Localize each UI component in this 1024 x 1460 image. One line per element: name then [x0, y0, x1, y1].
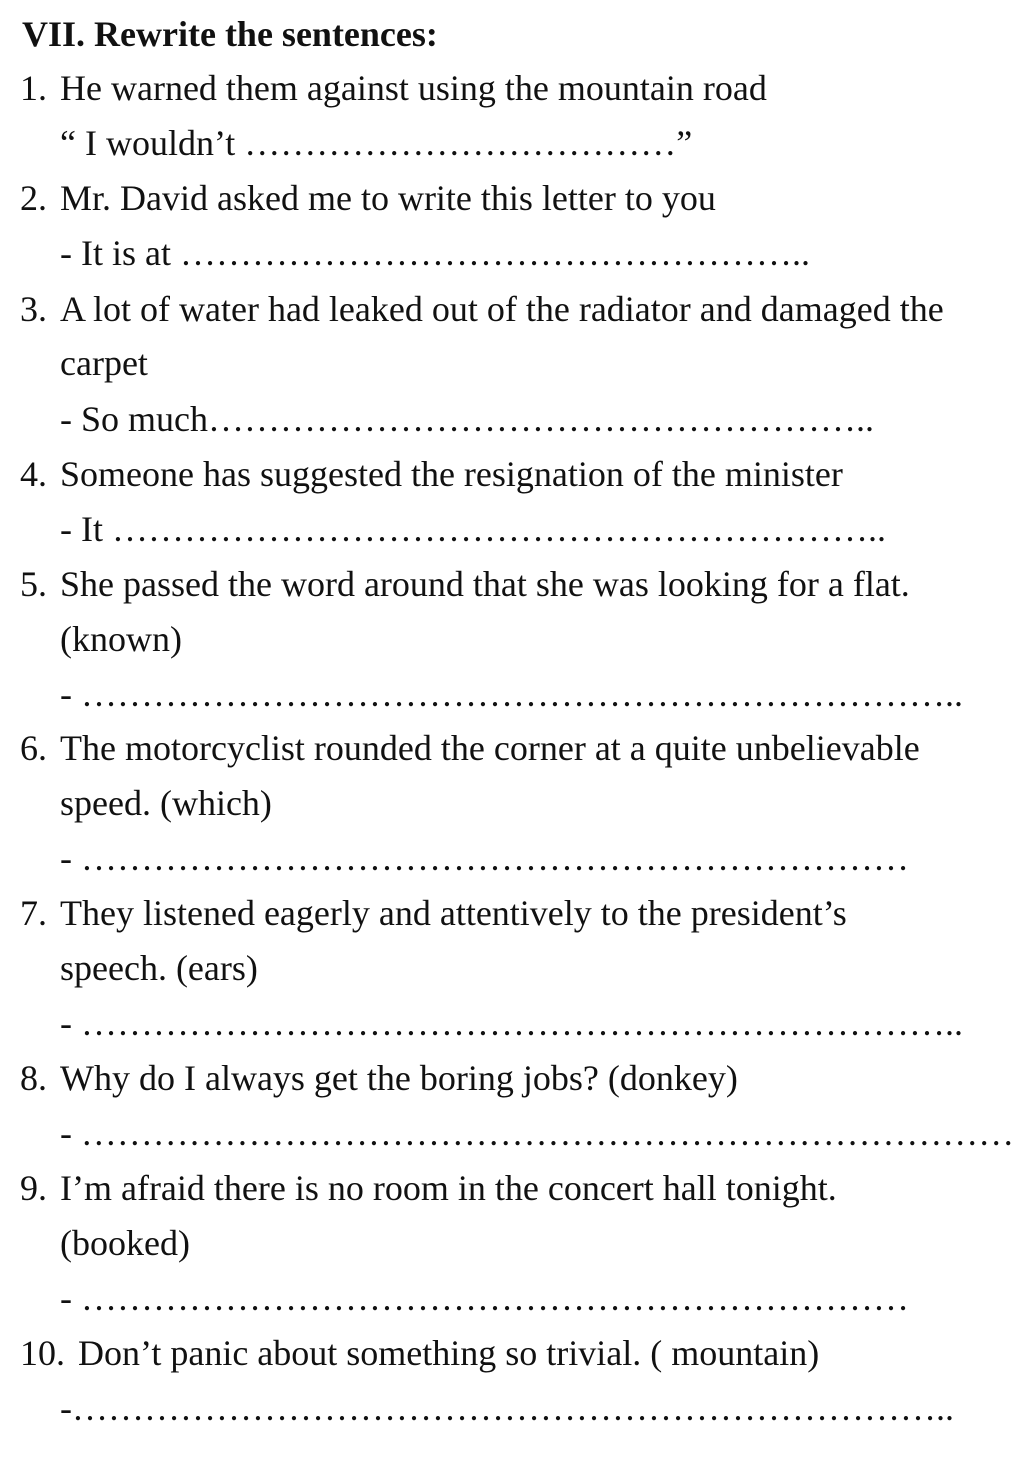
answer-line: -……………………………………………………………….. [60, 1388, 954, 1428]
answer-line: - ……………………………………………………………….. [60, 674, 963, 714]
item-number: 3. [20, 289, 47, 329]
item-sentence-continued: (booked) [60, 1223, 190, 1263]
item-sentence: Don’t panic about something so trivial. ( mountain) [78, 1333, 820, 1373]
answer-line: “ I wouldn’t ………………………………” [60, 123, 693, 163]
item-sentence-continued: (known) [60, 619, 182, 659]
item-sentence: The motorcyclist rounded the corner at a quite unbelievable [60, 728, 920, 768]
item-number: 9. [20, 1168, 47, 1208]
answer-line: - …………………………………………………………………… [60, 1113, 1015, 1153]
answer-line: - So much……………………………………………….. [60, 399, 874, 439]
item-number: 6. [20, 728, 47, 768]
item-number: 10. [20, 1333, 65, 1373]
item-sentence: He warned them against using the mountain road [60, 68, 767, 108]
answer-line: - It ……………………………………………………….. [60, 509, 886, 549]
item-sentence: She passed the word around that she was looking for a flat. [60, 564, 910, 604]
item-number: 8. [20, 1058, 47, 1098]
item-number: 7. [20, 893, 47, 933]
answer-line: - …………………………………………………………… [60, 838, 909, 878]
item-sentence: Why do I always get the boring jobs? (donkey) [60, 1058, 738, 1098]
item-sentence-continued: speed. (which) [60, 783, 272, 823]
answer-line: - It is at …………………………………………….. [60, 233, 810, 273]
item-sentence: Mr. David asked me to write this letter to you [60, 178, 716, 218]
item-sentence: I’m afraid there is no room in the concert hall tonight. [60, 1168, 837, 1208]
item-sentence: Someone has suggested the resignation of the minister [60, 454, 843, 494]
section-title: VII. Rewrite the sentences: [22, 14, 438, 54]
item-sentence: A lot of water had leaked out of the radiator and damaged the [60, 289, 944, 329]
answer-line: - ……………………………………………………………….. [60, 1003, 963, 1043]
item-sentence-continued: speech. (ears) [60, 948, 258, 988]
item-number: 5. [20, 564, 47, 604]
item-number: 2. [20, 178, 47, 218]
item-number: 1. [20, 68, 47, 108]
answer-line: - …………………………………………………………… [60, 1278, 909, 1318]
item-number: 4. [20, 454, 47, 494]
item-sentence: They listened eagerly and attentively to the president’s [60, 893, 847, 933]
item-sentence-continued: carpet [60, 343, 148, 383]
